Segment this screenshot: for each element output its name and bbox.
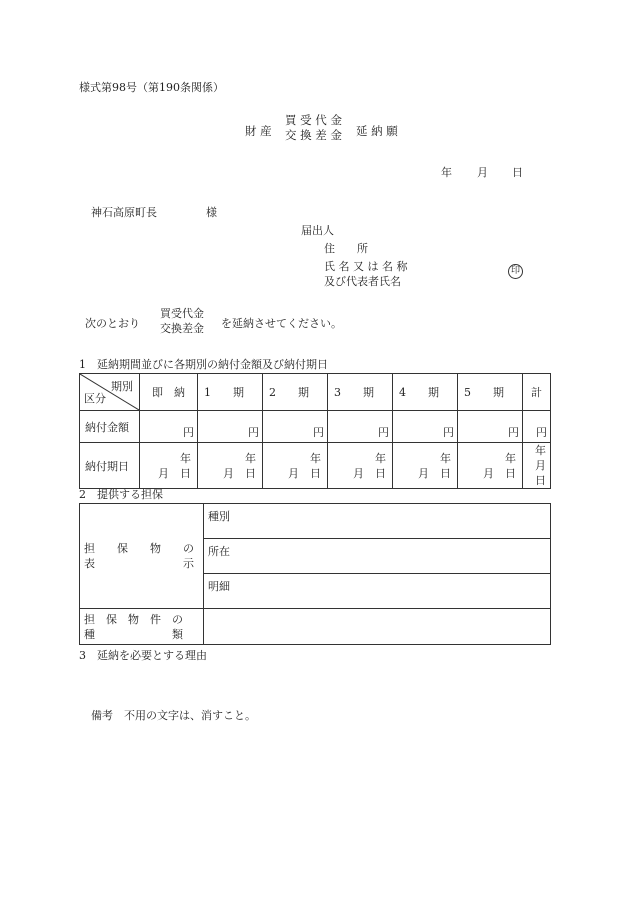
details-cell: 明細 <box>204 574 551 609</box>
addressee-honorific: 様 <box>206 206 217 219</box>
title-suffix: 延 納 願 <box>356 124 398 138</box>
addressee-name: 神石高原町長 <box>91 206 157 219</box>
date-year: 年 <box>441 166 452 179</box>
type-value-cell <box>204 609 551 645</box>
amount-cell: 円 <box>263 411 328 443</box>
date-month: 月 <box>477 166 488 179</box>
request-options <box>160 306 204 336</box>
title-prefix: 財 産 <box>245 124 272 138</box>
day-label: 日 <box>310 466 321 480</box>
table-row-amount <box>80 411 551 443</box>
collateral-label-line2: 表 示 <box>84 557 194 570</box>
column-header: 2 期 <box>263 374 328 411</box>
year-label: 年 <box>245 451 256 465</box>
year-label: 年 <box>375 451 386 465</box>
column-header: 4 期 <box>393 374 458 411</box>
type-label-line2: 種 類 <box>84 627 183 641</box>
table-row-date <box>80 443 551 489</box>
corner-bottom-label: 区分 <box>84 392 106 405</box>
date-cell <box>523 443 551 489</box>
section3-heading: 3 延納を必要とする理由 <box>79 649 207 662</box>
location-cell: 所在 <box>204 539 551 574</box>
seal-mark-icon: 印 <box>508 264 523 279</box>
column-header: 計 <box>523 374 551 411</box>
request-option-purchase: 買受代金 <box>160 307 204 320</box>
amount-cell: 円 <box>140 411 198 443</box>
collateral-label-cell <box>80 504 204 609</box>
date-cell <box>198 443 263 489</box>
type-label-cell <box>80 609 204 645</box>
year-label: 年 <box>180 451 191 465</box>
request-suffix: を延納させてください。 <box>221 317 342 330</box>
date-cell <box>140 443 198 489</box>
month-label: 月 <box>223 466 234 480</box>
type-label-line1: 担 保 物 件 の <box>84 612 183 626</box>
collateral-table <box>79 503 551 645</box>
month-label: 月 <box>158 466 169 480</box>
year-label: 年 <box>505 451 516 465</box>
corner-cell <box>80 374 140 411</box>
date-cell <box>393 443 458 489</box>
applicant-rep-label: 及び代表者氏名 <box>324 275 401 288</box>
title-option-exchange: 交 換 差 金 <box>285 128 342 142</box>
amount-cell: 円 <box>328 411 393 443</box>
section1-heading: 1 延納期間並びに各期別の納付金額及び納付期日 <box>79 358 328 371</box>
amount-cell: 円 <box>458 411 523 443</box>
section2-heading: 2 提供する担保 <box>79 488 163 501</box>
amount-cell: 円 <box>523 411 551 443</box>
title-option-purchase: 買 受 代 金 <box>285 113 342 127</box>
date-cell <box>458 443 523 489</box>
applicant-label: 届出人 <box>301 224 334 237</box>
day-label: 日 <box>180 466 191 480</box>
applicant-name-label: 氏 名 又 は 名 称 <box>324 260 408 273</box>
payment-schedule-table <box>79 373 551 489</box>
title-options <box>285 113 342 143</box>
month-label: 月 <box>535 459 546 472</box>
year-label: 年 <box>535 444 546 457</box>
remark: 備考 不用の文字は、消すこと。 <box>91 709 256 722</box>
column-header: 5 期 <box>458 374 523 411</box>
amount-cell: 円 <box>198 411 263 443</box>
request-option-exchange: 交換差金 <box>160 322 204 335</box>
row-label-date: 納付期日 <box>80 443 140 489</box>
month-label: 月 <box>353 466 364 480</box>
month-label: 月 <box>288 466 299 480</box>
kind-cell: 種別 <box>204 504 551 539</box>
day-label: 日 <box>440 466 451 480</box>
day-label: 日 <box>535 474 546 487</box>
date-day: 日 <box>512 166 523 179</box>
corner-top-label: 期別 <box>111 380 133 393</box>
column-header: 1 期 <box>198 374 263 411</box>
column-header: 即 納 <box>140 374 198 411</box>
table-header-row <box>80 374 551 411</box>
date-cell <box>328 443 393 489</box>
date-cell <box>263 443 328 489</box>
month-label: 月 <box>418 466 429 480</box>
year-label: 年 <box>310 451 321 465</box>
row-label-amount: 納付金額 <box>80 411 140 443</box>
year-label: 年 <box>440 451 451 465</box>
request-prefix: 次のとおり <box>85 317 140 330</box>
day-label: 日 <box>375 466 386 480</box>
day-label: 日 <box>505 466 516 480</box>
applicant-address-label: 住 所 <box>324 242 368 255</box>
day-label: 日 <box>245 466 256 480</box>
amount-cell: 円 <box>393 411 458 443</box>
form-number: 様式第98号（第190条関係） <box>79 81 224 94</box>
collateral-label-line1: 担 保 物 の <box>84 542 194 555</box>
column-header: 3 期 <box>328 374 393 411</box>
month-label: 月 <box>483 466 494 480</box>
